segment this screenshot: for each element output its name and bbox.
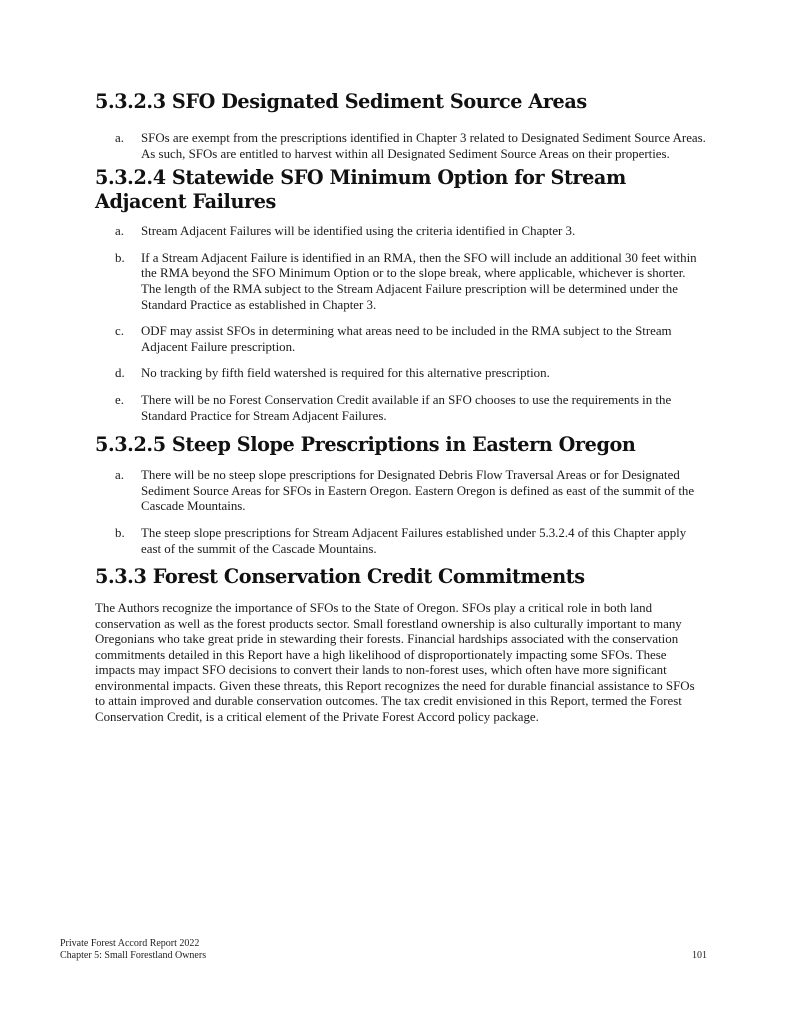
list-5-3-2-3 [95, 131, 707, 162]
list-item [95, 366, 707, 382]
list-marker: a. [115, 131, 124, 145]
list-item-text: SFOs are exempt from the prescriptions identified in Chapter 3 related to Designated Sediment Source Areas. As such, SFOs are entitled to harvest within all Designated Sediment Source Areas on their properties. [141, 131, 706, 161]
list-item [95, 224, 707, 240]
page-number: 101 [692, 950, 707, 961]
section-heading-5-3-2-3: 5.3.2.3 SFO Designated Sediment Source Areas [95, 90, 587, 113]
section-heading-5-3-2-4: 5.3.2.4 Statewide SFO Minimum Option for Stream Adjacent Failures [95, 166, 626, 214]
list-item-text: There will be no steep slope prescriptions for Designated Debris Flow Traversal Areas or for Designated Sediment Source Areas for SFOs in Eastern Oregon. Eastern Oregon is defined as east of the summit of the Cascade Mountains. [141, 468, 695, 514]
list-marker: b. [115, 250, 125, 265]
list-item [95, 324, 707, 355]
page-footer [60, 938, 707, 962]
list-item-text: ODF may assist SFOs in determining what areas need to be included in the RMA subject to the Stream Adjacent Failure prescription. [141, 324, 672, 354]
page-content [95, 90, 707, 725]
footer-report-title: Private Forest Accord Report 2022 [60, 938, 200, 949]
list-item [95, 251, 707, 313]
section-heading-5-3-3: 5.3.3 Forest Conservation Credit Commitments [95, 565, 585, 589]
list-item-text: No tracking by fifth field watershed is required for this alternative prescription. [141, 366, 550, 381]
list-marker: d. [115, 366, 125, 381]
footer-chapter-title: Chapter 5: Small Forestland Owners [60, 950, 207, 961]
list-marker: b. [115, 525, 125, 540]
list-marker: c. [115, 324, 124, 339]
list-5-3-2-4 [95, 224, 707, 424]
section-paragraph: The Authors recognize the importance of SFOs to the State of Oregon. SFOs play a critical role in both land conservation as well as the forest products sector. Small forestland ownership is also culturally important to many Oregonians who take great pride in stewarding their forests. Financial hardships associated with the conservation commitments detailed in this Report have a high likelihood of disproportionately impacting some SFOs. These impacts may impact SFO decisions to convert their lands to non-forest uses, which often have more significant environmental impacts. Given these threats, this Report recognizes the need for durable financial assistance to SFOs to attain improved and durable conservation outcomes. The tax credit envisioned in this Report, termed the Forest Conservation Credit, is a critical element of the Private Forest Accord policy package. [95, 601, 695, 724]
list-item [95, 526, 707, 557]
list-item-text: There will be no Forest Conservation Credit available if an SFO chooses to use the requirements in the Standard Practice for Stream Adjacent Failures. [141, 392, 672, 423]
list-item-text: Stream Adjacent Failures will be identified using the criteria identified in Chapter 3. [141, 224, 576, 239]
list-item [95, 131, 707, 162]
list-item-text: If a Stream Adjacent Failure is identified in an RMA, then the SFO will include an additional 30 feet within the RMA beyond the SFO Minimum Option or to the slope break, where applicable, whichever is shorter. The length of the RMA subject to the Stream Adjacent Failure prescription will be determined under the Standard Practice as established in Chapter 3. [141, 250, 697, 312]
list-marker: a. [115, 468, 124, 483]
list-item [95, 393, 707, 424]
list-marker: a. [115, 224, 124, 239]
list-marker: e. [115, 392, 124, 407]
list-5-3-2-5 [95, 468, 707, 557]
section-heading-5-3-2-5: 5.3.2.5 Steep Slope Prescriptions in Eastern Oregon [95, 433, 636, 457]
list-item [95, 468, 707, 515]
list-item-text: The steep slope prescriptions for Stream Adjacent Failures established under 5.3.2.4 of this Chapter apply east of the summit of the Cascade Mountains. [141, 525, 687, 556]
